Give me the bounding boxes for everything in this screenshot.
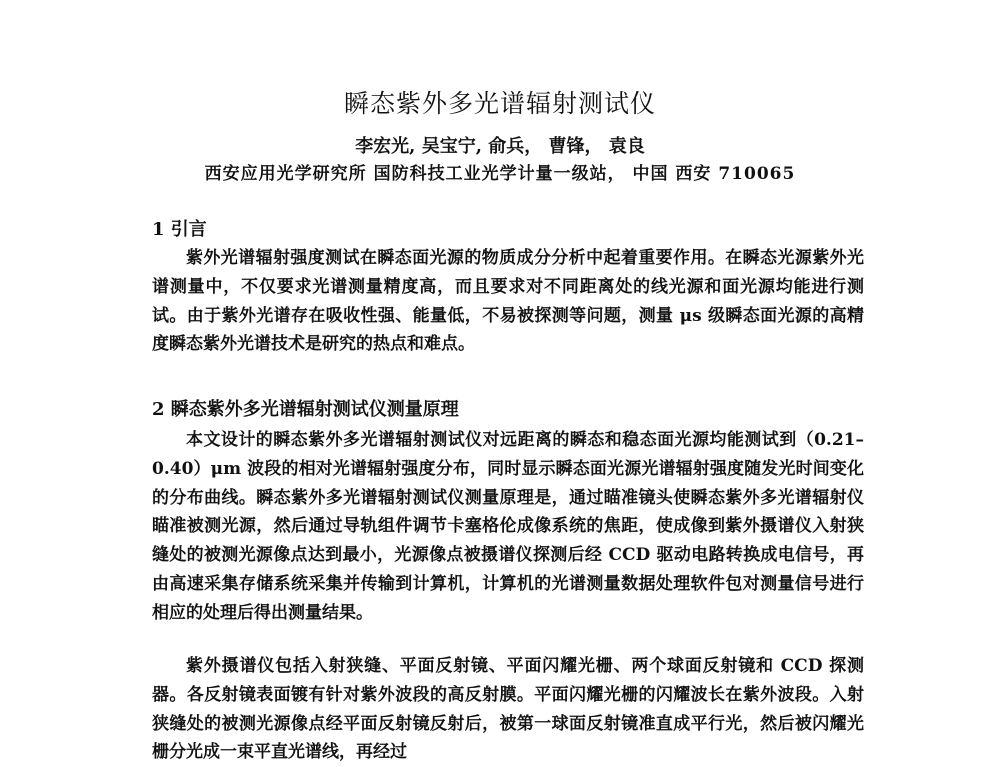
section-heading-principle: 2 瞬态紫外多光谱辐射测试仪测量原理: [152, 399, 459, 420]
introduction-paragraph: 紫外光谱辐射强度测试在瞬态面光源的物质成分分析中起着重要作用。在瞬态光源紫外光谱测量中，不仅要求光谱测量精度高，而且要求对不同距离处的线光源和面光源均能进行测试。由于紫外光谱存在吸收性强、能量低，不易被探测等问题，测量 μs 级瞬态面光源的高精度瞬态紫外光谱技术是研究的热点和难点。: [152, 248, 864, 355]
affiliation: 西安应用光学研究所 国防科技工业光学计量一级站， 中国 西安 710065: [204, 164, 796, 184]
principle-paragraph-1: 本文设计的瞬态紫外多光谱辐射测试仪对远距离的瞬态和稳态面光源均能测试到（0.21–0.40）μm 波段的相对光谱辐射强度分布，同时显示瞬态面光源光谱辐射强度随发光时间变化的分布曲线。瞬态紫外多光谱辐射测试仪测量原理是，通过瞄准镜头使瞬态紫外多光谱辐射仪瞄准被测光源，然后通过导轨组件调节卡塞格伦成像系统的焦距，使成像到紫外摄谱仪入射狭缝处的被测光源像点达到最小，光源像点被摄谱仪探测后经 CCD 驱动电路转换成电信号，再由高速采集存储系统采集并传输到计算机，计算机的光谱测量数据处理软件包对测量信号进行相应的处理后得出测量结果。: [152, 430, 864, 623]
section-heading-introduction: 1 引言: [152, 219, 207, 240]
paper-title: 瞬态紫外多光谱辐射测试仪: [343, 89, 656, 118]
author-list: 李宏光, 吴宝宁, 俞兵， 曹锋， 袁良: [355, 136, 645, 157]
principle-paragraph-2: 紫外摄谱仪包括入射狭缝、平面反射镜、平面闪耀光栅、两个球面反射镜和 CCD 探测器。各反射镜表面镀有针对紫外波段的高反射膜。平面闪耀光栅的闪耀波长在紫外波段。入射狭缝处的被测光源像点经平面反射镜反射后，被第一球面反射镜准直成平行光，然后被闪耀光栅分光成一束平直光谱线，再经过: [152, 656, 864, 763]
